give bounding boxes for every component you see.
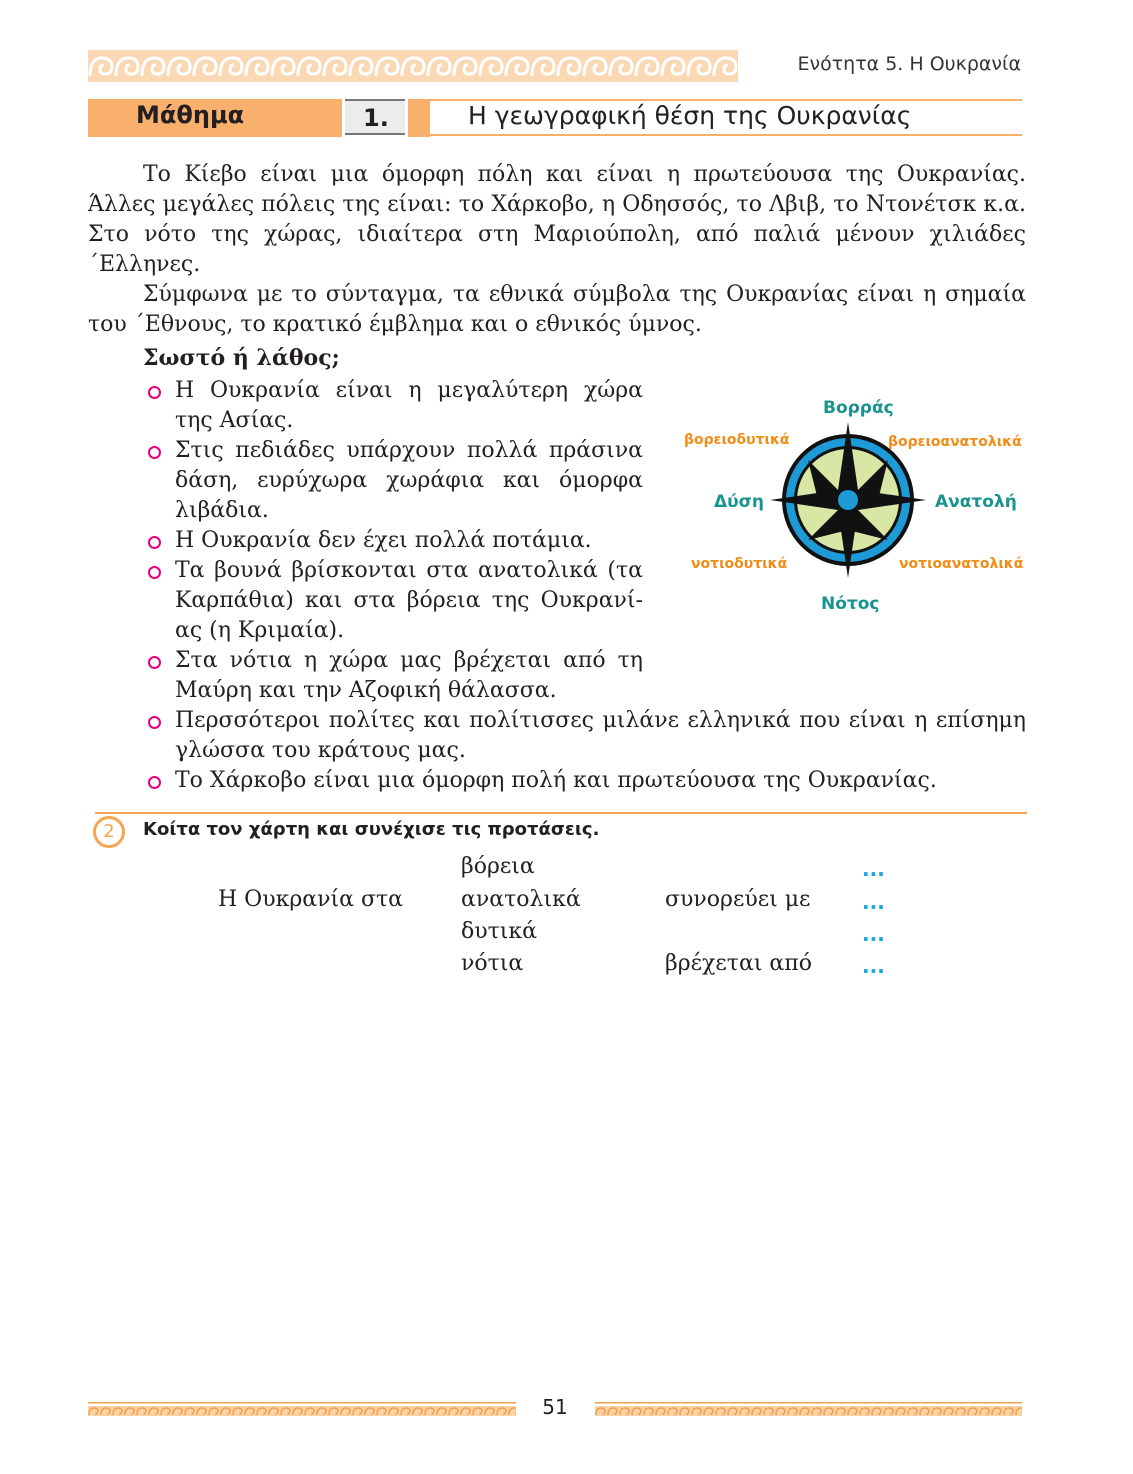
- intro-text: [88, 160, 1026, 340]
- footer-wave-left: [88, 1400, 516, 1420]
- list-item: Στα νότια η χώρα μας βρέχεται από τη Μαύρη και την Αζοφική θάλασσα.: [143, 646, 643, 706]
- compass-north-label: Βορράς: [823, 398, 894, 418]
- compass-east-label: Ανατολή: [935, 492, 1017, 512]
- circle-bullet-icon: [148, 446, 161, 459]
- lesson-number-box: [345, 99, 405, 135]
- list-item: Στις πεδιάδες υπάρχουν πολλά πράσινα δάση, ευρύχωρα χωράφια και όμορφα λιβάδια.: [143, 436, 643, 526]
- compass-west-label: Δύση: [714, 492, 764, 512]
- answer-blank[interactable]: ...: [862, 857, 885, 881]
- circle-bullet-icon: [148, 716, 161, 729]
- list-item: Το Χάρκοβο είναι μια όμορφη πολή και πρωτεύουσα της Ουκρανίας.: [143, 766, 1026, 796]
- compass-northwest-label: βορειοδυτικά: [684, 432, 790, 448]
- true-false-list-continued: [143, 706, 1026, 796]
- exercise-verb: συνορεύει με: [665, 887, 811, 912]
- exercise-divider: [95, 812, 1027, 814]
- exercise-direction: νότια: [461, 951, 524, 976]
- list-item: Περσσότεροι πολίτες και πολίτισσες μιλάνε ελληνικά που είναι η επίσημη γλώσσα του κράτους μας.: [143, 706, 1026, 766]
- paragraph: Το Κίεβο είναι μια όμορφη πόλη και είναι η πρωτεύουσα της Ουκρανίας. Άλλες μεγάλες πόλεις της είναι: το Χάρκοβο, η Οδησσός, το Λβιβ, το Ντονέτσκ κ.α. Στο νότο της χώρας, ιδιαίτερα στη Μαριούπολη, από παλιά μένουν χιλιάδες ΄Ελληνες.: [88, 162, 1026, 277]
- lesson-title-accent: [408, 99, 430, 137]
- paragraph: Σύμφωνα με το σύνταγμα, τα εθνικά σύμβολα της Ουκρανίας είναι η σημαία του ΄Εθνους, το κρατικό έμβλημα και ο εθνικός ύμνος.: [88, 282, 1026, 337]
- chapter-title: Ενότητα 5. Η Ουκρανία: [797, 53, 1021, 75]
- true-false-title: Σωστό ή λάθος;: [143, 345, 340, 371]
- list-item: Η Ουκρανία είναι η μεγαλύτερη χώρα της Ασίας.: [143, 376, 643, 436]
- circle-bullet-icon: [148, 566, 161, 579]
- exercise-verb: βρέχεται από: [665, 951, 812, 976]
- compass-south-label: Νότος: [821, 594, 880, 614]
- lesson-title: Η γεωγραφική θέση της Ουκρανίας: [468, 101, 912, 130]
- compass-southeast-label: νοτιοανατολικά: [899, 556, 1024, 572]
- exercise-number-badge: 2: [93, 816, 125, 848]
- exercise-prompt: Κοίτα τον χάρτη και συνέχισε τις προτάσεις.: [143, 819, 600, 840]
- answer-blank[interactable]: ...: [862, 922, 885, 946]
- circle-bullet-icon: [148, 656, 161, 669]
- true-false-list: [143, 376, 643, 706]
- lesson-number: 1.: [363, 104, 389, 132]
- exercise-direction: δυτικά: [461, 919, 538, 944]
- compass-northeast-label: βορειοανατολικά: [888, 434, 1022, 450]
- compass-southwest-label: νοτιοδυτικά: [691, 556, 788, 572]
- compass-rose: [680, 392, 1025, 617]
- answer-blank[interactable]: ...: [862, 954, 885, 978]
- list-item: Τα βουνά βρίσκονται στα ανατολικά (τα Καρπάθια) και στα βόρεια της Ουκρανί-ας (η Κριμαία).: [143, 556, 643, 646]
- answer-blank[interactable]: ...: [862, 890, 885, 914]
- lesson-title-bar: [88, 99, 1022, 137]
- footer-wave-right: [595, 1400, 1022, 1420]
- circle-bullet-icon: [148, 536, 161, 549]
- exercise-subject: Η Ουκρανία στα: [218, 887, 404, 912]
- circle-bullet-icon: [148, 776, 161, 789]
- exercise-direction: βόρεια: [461, 854, 535, 879]
- list-item: Η Ουκρανία δεν έχει πολλά ποτάμια.: [143, 526, 643, 556]
- decorative-wave-band: [88, 50, 738, 82]
- exercise-direction: ανατολικά: [461, 887, 581, 912]
- page-number: 51: [542, 1395, 568, 1419]
- lesson-label: Μάθημα: [136, 101, 245, 129]
- circle-bullet-icon: [148, 386, 161, 399]
